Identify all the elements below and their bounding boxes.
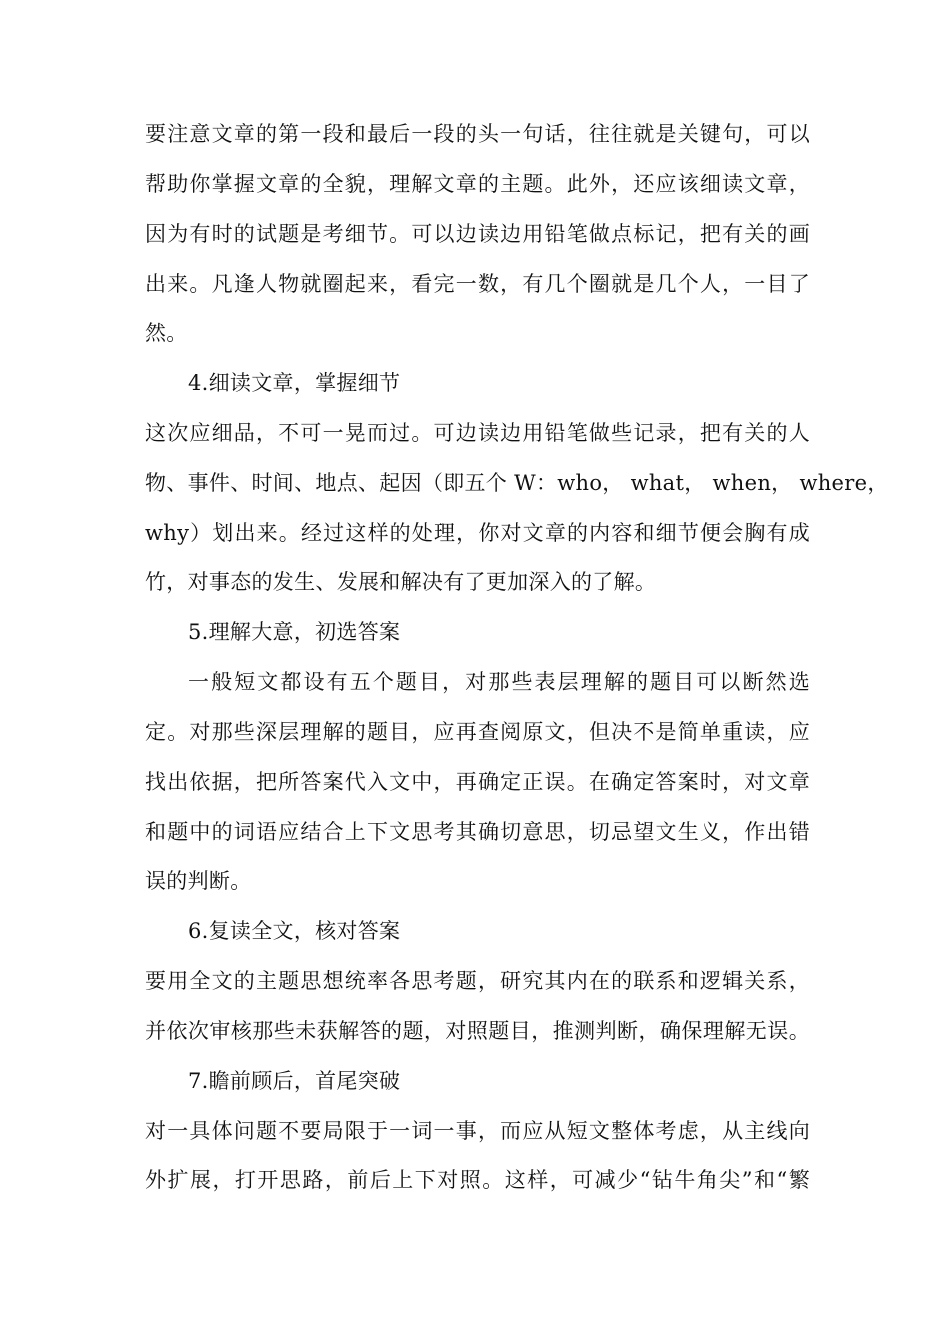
- body-text-line: 出来。凡逢人物就圈起来，看完一数，有几个圈就是几个人，一目了: [145, 272, 810, 296]
- section-heading-7: 7.瞻前顾后，首尾突破: [188, 1069, 401, 1093]
- body-text-line: 定。对那些深层理解的题目，应再查阅原文，但决不是简单重读，应: [145, 720, 810, 744]
- section-heading-5: 5.理解大意，初选答案: [188, 620, 401, 644]
- body-text-line: 一般短文都设有五个题目，对那些表层理解的题目可以断然选: [188, 670, 810, 694]
- body-text-line: why）划出来。经过这样的处理，你对文章的内容和细节便会胸有成: [145, 521, 810, 545]
- body-text-line: 物、事件、时间、地点、起因（即五个 W：who， what， when， where，: [145, 471, 889, 495]
- body-text-line: 并依次审核那些未获解答的题，对照题目，推测判断，确保理解无误。: [145, 1019, 810, 1043]
- body-text-line: 误的判断。: [145, 869, 252, 893]
- body-text-line: 要用全文的主题思想统率各思考题，研究其内在的联系和逻辑关系，: [145, 969, 810, 993]
- body-text-line: 外扩展，打开思路，前后上下对照。这样，可减少“钻牛角尖”和“繁: [145, 1168, 810, 1192]
- body-text-line: 帮助你掌握文章的全貌，理解文章的主题。此外，还应该细读文章，: [145, 172, 810, 196]
- body-text-line: 要注意文章的第一段和最后一段的头一句话，往往就是关键句，可以: [145, 122, 810, 146]
- section-heading-4: 4.细读文章，掌握细节: [188, 371, 401, 395]
- body-text-line: 因为有时的试题是考细节。可以边读边用铅笔做点标记，把有关的画: [145, 222, 810, 246]
- body-text-line: 竹，对事态的发生、发展和解决有了更加深入的了解。: [145, 570, 657, 594]
- body-text-line: 然。: [145, 321, 188, 345]
- body-text-line: 和题中的词语应结合上下文思考其确切意思，切忌望文生义，作出错: [145, 820, 810, 844]
- body-text-line: 找出依据，把所答案代入文中，再确定正误。在确定答案时，对文章: [145, 770, 810, 794]
- section-heading-6: 6.复读全文，核对答案: [188, 919, 401, 943]
- body-text-line: 对一具体问题不要局限于一词一事，而应从短文整体考虑，从主线向: [145, 1119, 810, 1143]
- body-text-line: 这次应细品，不可一晃而过。可边读边用铅笔做些记录，把有关的人: [145, 421, 810, 445]
